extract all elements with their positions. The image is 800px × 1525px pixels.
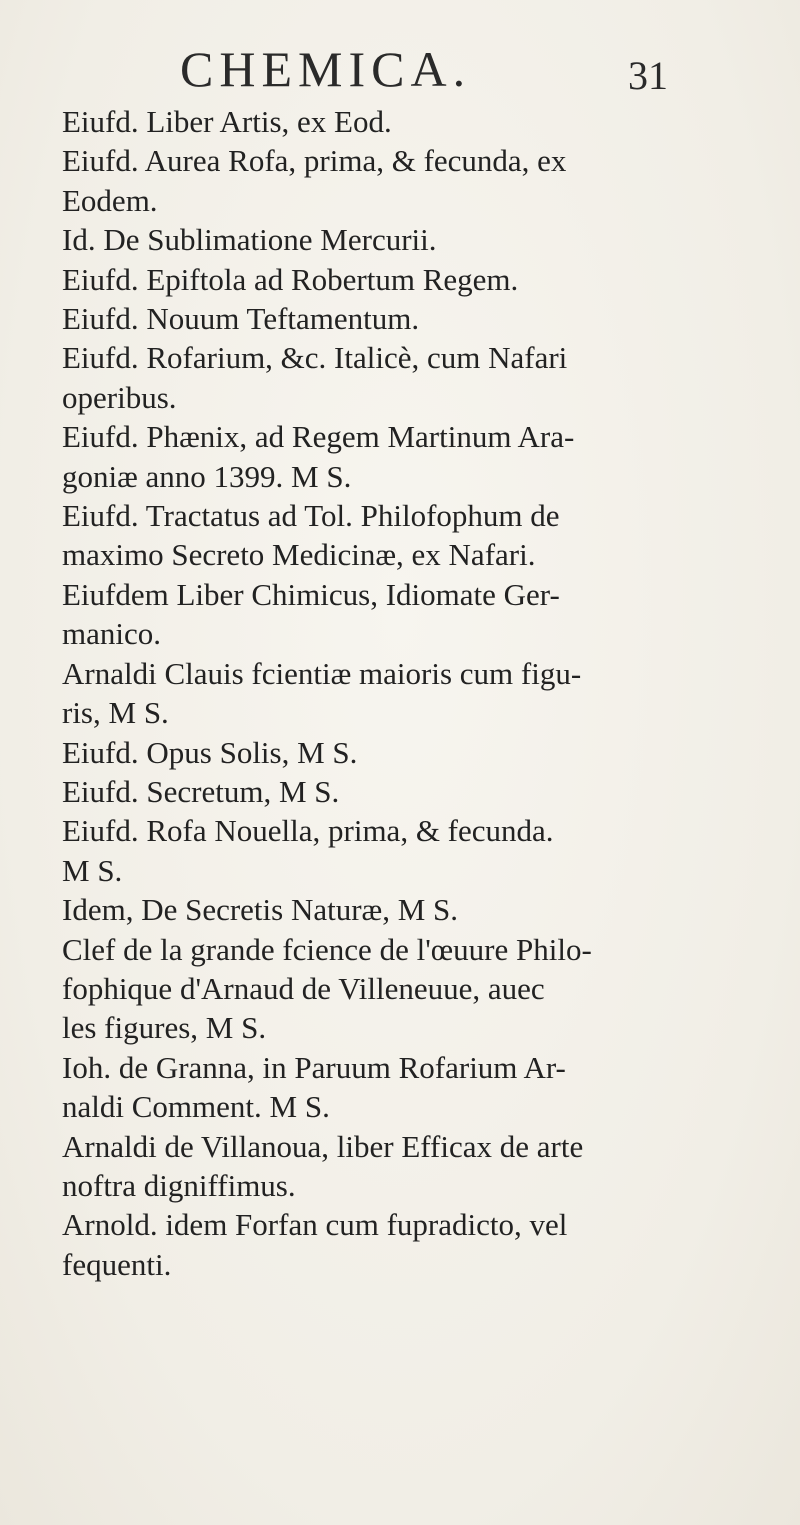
entry-line: Eiufd. Nouum Teftamentum. xyxy=(62,301,420,337)
entry-line: naldi Comment. M S. xyxy=(62,1089,330,1125)
entry-line: Eiufd. Rofa Nouella, prima, & fecunda. xyxy=(62,813,554,849)
bibliography-entry xyxy=(62,102,782,141)
entry-line: Eodem. xyxy=(62,182,158,218)
bibliography-list xyxy=(62,102,782,1284)
entry-line: ris, M S. xyxy=(62,695,169,731)
entry-line: noftra digniffimus. xyxy=(62,1167,296,1203)
entry-line: Eiufd. Secretum, M S. xyxy=(62,773,340,809)
bibliography-entry xyxy=(62,1048,782,1127)
entry-line: Id. De Sublimatione Mercurii. xyxy=(62,222,437,258)
bibliography-entry xyxy=(62,260,782,299)
bibliography-entry xyxy=(62,811,782,890)
bibliography-entry xyxy=(62,220,782,259)
bibliography-entry xyxy=(62,496,782,575)
entry-line: maximo Secreto Medicinæ, ex Nafari. xyxy=(62,537,536,573)
entry-line: Eiufd. Tractatus ad Tol. Philofophum de xyxy=(62,498,560,534)
running-title: CHEMICA. xyxy=(180,41,472,97)
bibliography-entry xyxy=(62,575,782,654)
bibliography-entry xyxy=(62,1127,782,1206)
page-number: 31 xyxy=(628,53,668,98)
bibliography-entry xyxy=(62,338,782,417)
entry-line: Eiufd. Liber Artis, ex Eod. xyxy=(62,104,392,139)
entry-line: goniæ anno 1399. M S. xyxy=(62,458,352,494)
entry-line: Eiufd. Epiftola ad Robertum Regem. xyxy=(62,261,519,297)
entry-line: manico. xyxy=(62,616,161,652)
entry-line: Idem, De Secretis Naturæ, M S. xyxy=(62,892,459,928)
entry-line: Eiufd. Rofarium, &c. Italicè, cum Nafari xyxy=(62,340,568,376)
page-header xyxy=(0,40,800,100)
entry-line: Clef de la grande fcience de l'œuure Philo- xyxy=(62,931,592,967)
entry-line: Ioh. de Granna, in Paruum Rofarium Ar- xyxy=(62,1049,566,1085)
bibliography-entry xyxy=(62,417,782,496)
entry-line: operibus. xyxy=(62,379,177,415)
entry-line: fophique d'Arnaud de Villeneuue, auec xyxy=(62,970,545,1006)
bibliography-entry xyxy=(62,299,782,338)
entry-line: Eiufd. Phænix, ad Regem Martinum Ara- xyxy=(62,419,575,455)
bibliography-entry xyxy=(62,1205,782,1284)
entry-line: Eiufd. Opus Solis, M S. xyxy=(62,734,358,770)
entry-line: Eiufdem Liber Chimicus, Idiomate Ger- xyxy=(62,576,560,612)
bibliography-entry xyxy=(62,141,782,220)
entry-line: Arnaldi Clauis fcientiæ maioris cum figu- xyxy=(62,655,582,691)
entry-line: Arnaldi de Villanoua, liber Efficax de arte xyxy=(62,1128,584,1164)
entry-line: Eiufd. Aurea Rofa, prima, & fecunda, ex xyxy=(62,143,567,179)
bibliography-entry xyxy=(62,733,782,772)
entry-line: fequenti. xyxy=(62,1246,172,1282)
entry-line: M S. xyxy=(62,852,123,888)
bibliography-entry xyxy=(62,890,782,929)
entry-line: Arnold. idem Forfan cum fupradicto, vel xyxy=(62,1207,568,1243)
bibliography-entry xyxy=(62,772,782,811)
bibliography-entry xyxy=(62,930,782,1048)
entry-line: les figures, M S. xyxy=(62,1010,267,1046)
bibliography-entry xyxy=(62,654,782,733)
